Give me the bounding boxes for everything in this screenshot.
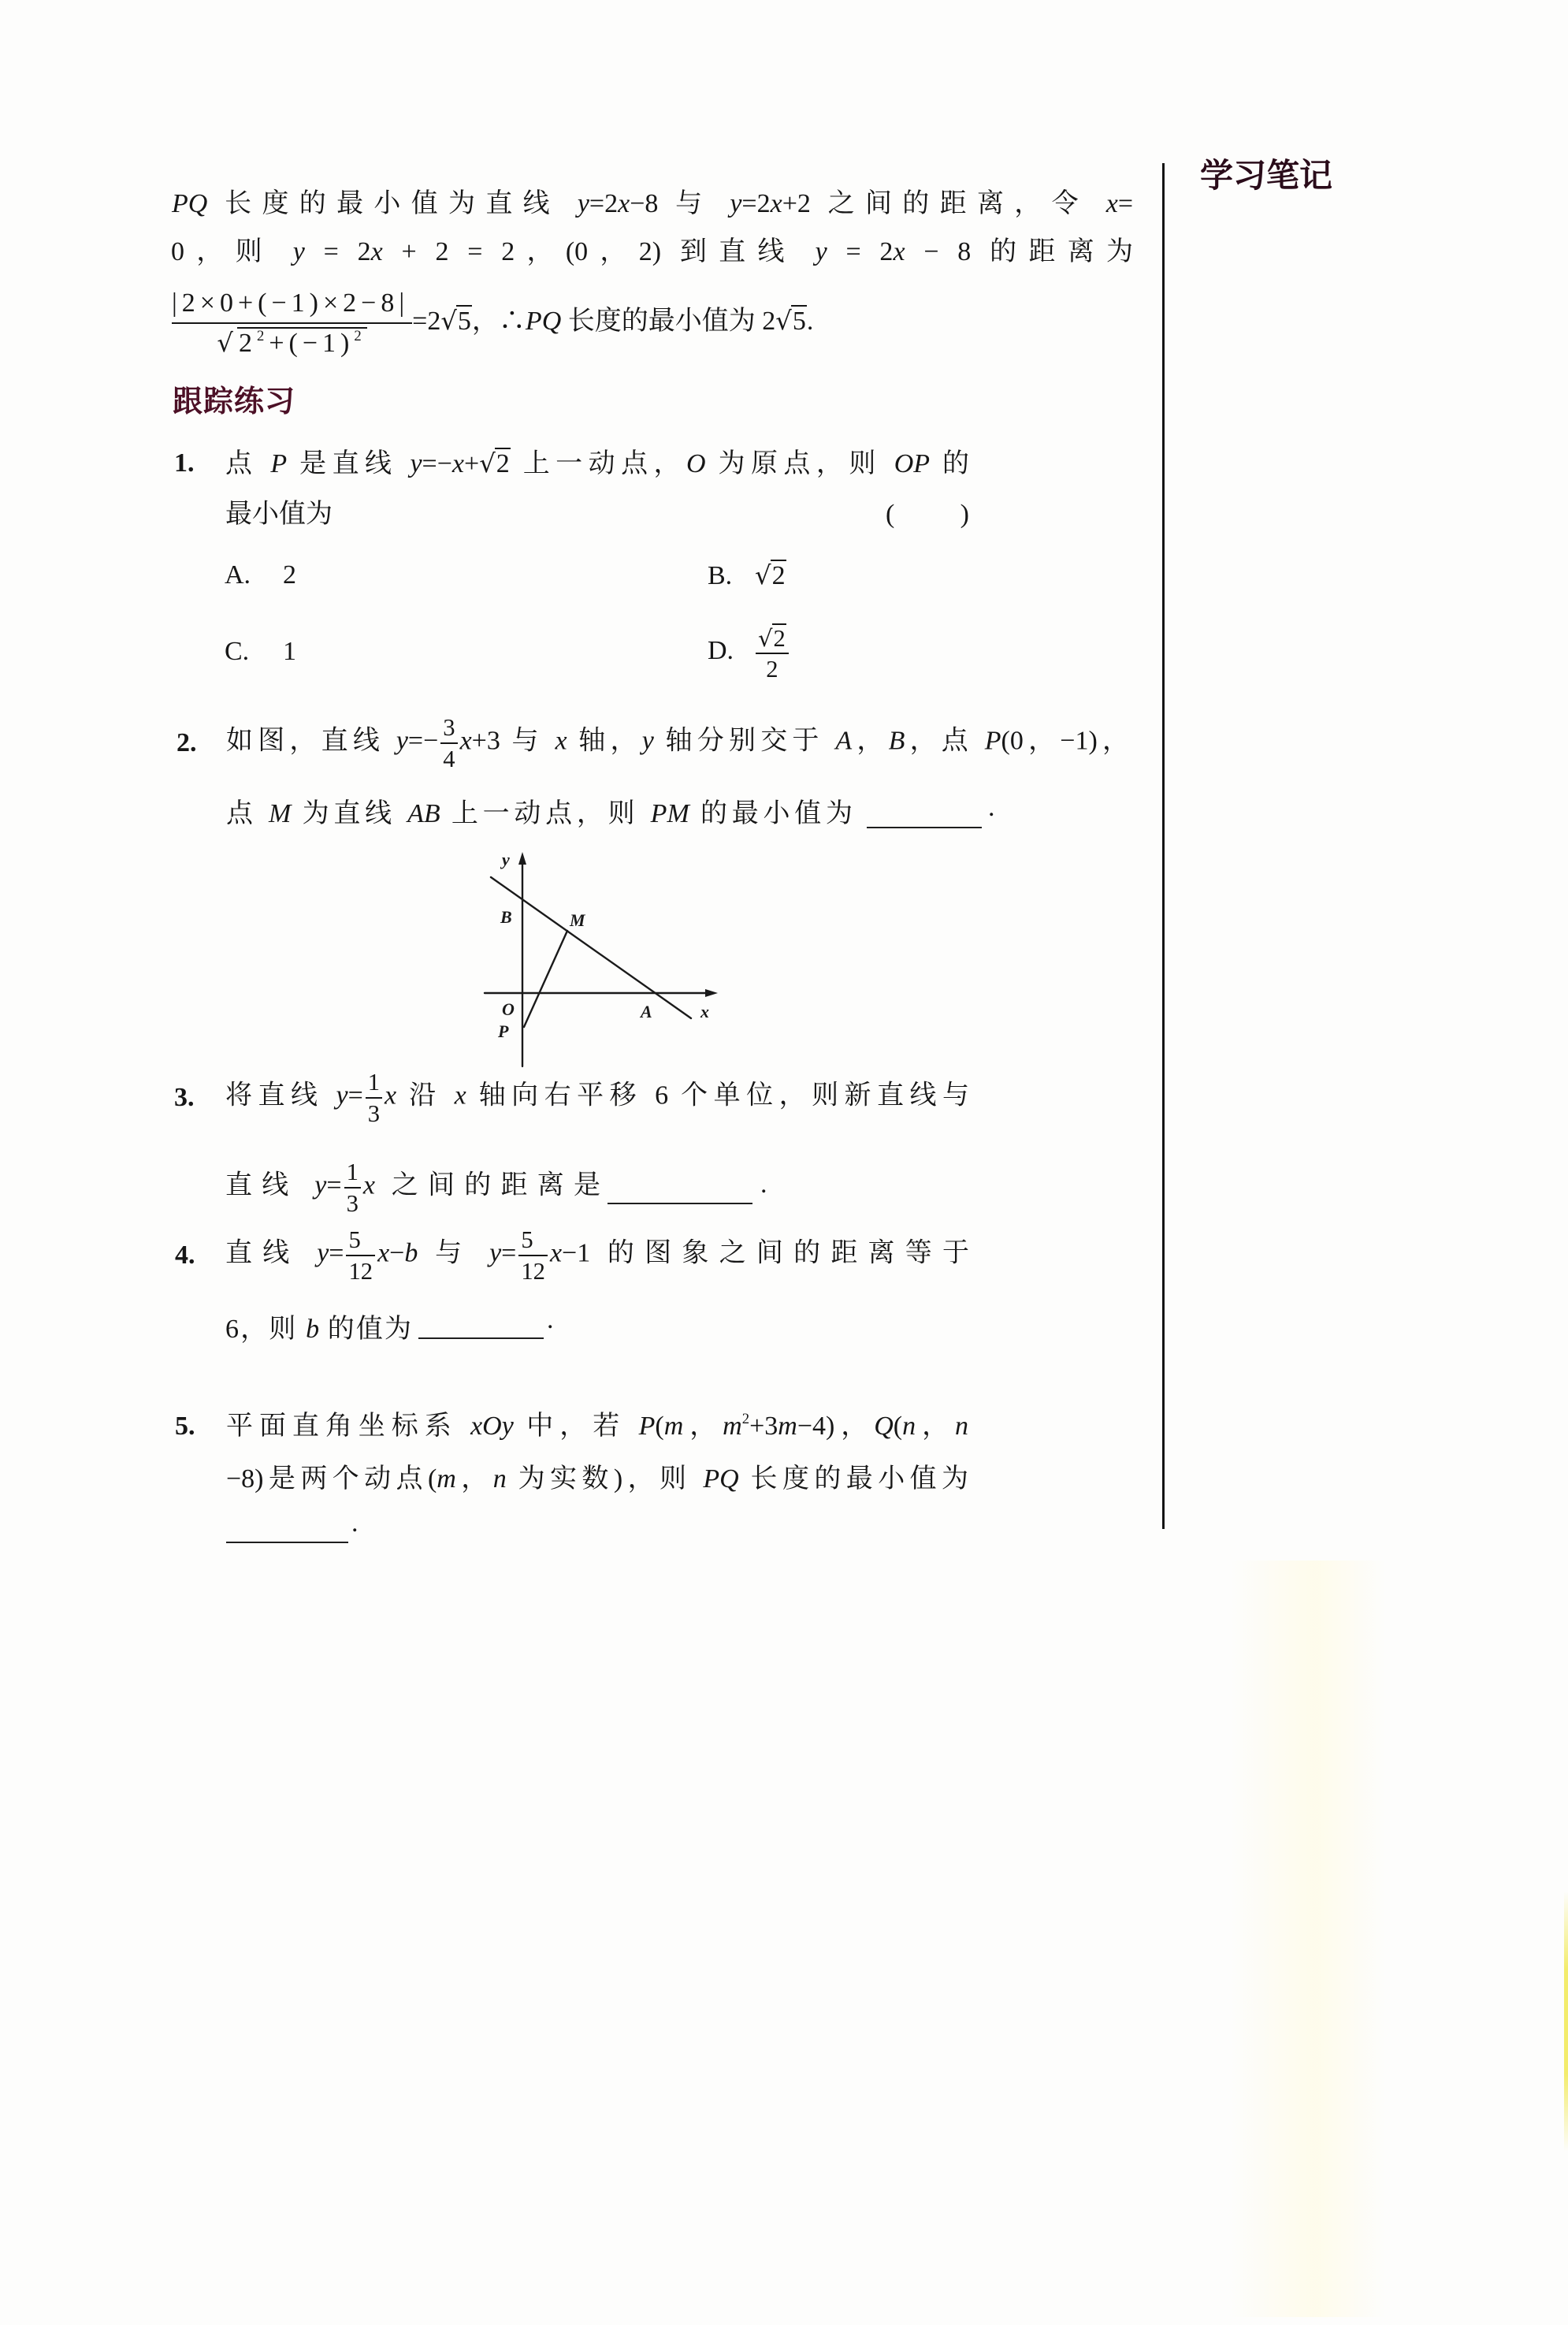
question-1-text-2: 最小值为 bbox=[225, 500, 333, 529]
scan-tint-band bbox=[1229, 1561, 1387, 2317]
period: . bbox=[351, 1508, 359, 1538]
question-2-text-1: 如图，直线 y=− $\frac{3}{4}$ x+3 与 x 轴，y 轴分别交于 A，B，点 P(0，−1)， bbox=[226, 714, 1130, 772]
option-b-label: B. bbox=[708, 560, 733, 590]
question-4-period bbox=[547, 1281, 554, 1360]
question-3-period bbox=[760, 1145, 767, 1224]
question-number: 3. bbox=[174, 1083, 195, 1112]
question-1-number bbox=[174, 424, 195, 503]
question-2-answer-blank bbox=[867, 827, 982, 828]
question-1-line-1 bbox=[225, 424, 969, 503]
period: . bbox=[547, 1305, 554, 1334]
option-c-label: C. bbox=[225, 637, 250, 666]
question-3-text-1: 将直线 y= $\frac{1}{3}$ x 沿 x 轴向右平移 6 个单位，则新直线与 bbox=[225, 1069, 970, 1127]
question-2-number bbox=[176, 704, 197, 783]
option-d-label: D. bbox=[708, 635, 734, 665]
question-3-text-2: 直线 y= $\frac{1}{3}$ x 之间的距离是 bbox=[225, 1159, 601, 1217]
origin-label: O bbox=[502, 999, 515, 1019]
option-a-label: A. bbox=[225, 560, 251, 590]
question-2-text-2: 点 M 为直线 AB 上一动点，则 PM 的最小值为 bbox=[226, 799, 853, 828]
notes-column-title: 学习笔记 bbox=[1200, 156, 1333, 195]
period: . bbox=[988, 793, 995, 822]
option-c bbox=[225, 612, 296, 691]
option-a bbox=[225, 536, 296, 615]
option-c-value: 1 bbox=[283, 637, 296, 666]
scan-edge-strip bbox=[1564, 1892, 1568, 2152]
point-a-label: A bbox=[641, 1002, 652, 1021]
option-d-value: $\frac{√2}{2}$ bbox=[753, 636, 791, 665]
notes-column-header bbox=[1200, 136, 1332, 215]
solution-line-2 bbox=[171, 213, 1133, 292]
question-3-line-2 bbox=[225, 1148, 600, 1227]
question-2-period bbox=[988, 768, 995, 847]
question-number: 2. bbox=[176, 728, 197, 757]
solution-line-3 bbox=[172, 284, 1039, 363]
answer-bracket: ( ) bbox=[886, 500, 969, 529]
y-axis-arrow-icon bbox=[518, 852, 526, 865]
question-1-text-1: 点 P 是直线 y=−x+√2 上一动点，O 为原点，则 OP 的 bbox=[225, 448, 970, 478]
option-d bbox=[708, 613, 791, 692]
question-number: 4. bbox=[175, 1241, 195, 1270]
point-p-label: P bbox=[498, 1021, 509, 1041]
coordinate-diagram bbox=[457, 835, 741, 1080]
question-4-answer-blank bbox=[418, 1337, 544, 1339]
option-b bbox=[708, 536, 786, 615]
solution-line-1-text: PQ 长度的最小值为直线 y=2x−8 与 y=2x+2 之间的距离，令 x= bbox=[172, 189, 1133, 218]
question-3-line-1 bbox=[225, 1058, 969, 1137]
question-4-line-2 bbox=[225, 1290, 411, 1369]
x-axis-label: x bbox=[700, 1002, 709, 1021]
option-b-value: √2 bbox=[755, 560, 786, 590]
point-b-label: B bbox=[500, 907, 512, 927]
question-5-text-2: −8)是两个动点(m，n 为实数)，则 PQ 长度的最小值为 bbox=[226, 1464, 969, 1494]
question-3-answer-blank bbox=[608, 1203, 752, 1204]
y-axis-label: y bbox=[502, 850, 510, 869]
notes-column-divider bbox=[1162, 163, 1165, 1529]
question-5-text-1: 平面直角坐标系 xOy 中，若 P(m，$m^2+3m-4$)，Q(n，n bbox=[226, 1410, 969, 1441]
question-4-text-2: 6，则 b 的值为 bbox=[225, 1315, 412, 1344]
period: . bbox=[760, 1170, 767, 1199]
solution-line-2-text: 0，则 y = 2x + 2 = 2，(0，2) 到直线 y = 2x − 8 的距离为 bbox=[171, 237, 1133, 266]
point-m-label: M bbox=[570, 910, 585, 930]
question-5-period bbox=[351, 1484, 359, 1563]
question-5-number bbox=[175, 1387, 195, 1466]
solution-distance-formula: $\frac{|2\times 0+(-1)\times 2-8|}{√2^2+(-1)^2}$ =2√5，∴PQ 长度的最小值为 2√5. bbox=[172, 288, 814, 358]
segment-pm bbox=[524, 931, 567, 1027]
question-5-line-2 bbox=[226, 1440, 968, 1519]
question-1-answer-bracket bbox=[886, 475, 969, 554]
question-5-answer-blank bbox=[226, 1542, 348, 1543]
question-4-text-1: 直线 y= $\frac{5}{12}$ x−b 与 y= $\frac{5}{12}$ x−1 的图象之间的距离等于 bbox=[225, 1226, 970, 1285]
line-ab bbox=[491, 877, 691, 1018]
question-number: 1. bbox=[174, 448, 195, 478]
x-axis-arrow-icon bbox=[705, 989, 718, 997]
question-3-number bbox=[174, 1058, 195, 1137]
option-a-value: 2 bbox=[283, 560, 296, 590]
section-title: 跟踪练习 bbox=[173, 384, 296, 418]
question-number: 5. bbox=[175, 1412, 195, 1441]
question-4-number bbox=[175, 1216, 195, 1295]
question-4-line-1 bbox=[225, 1216, 969, 1295]
